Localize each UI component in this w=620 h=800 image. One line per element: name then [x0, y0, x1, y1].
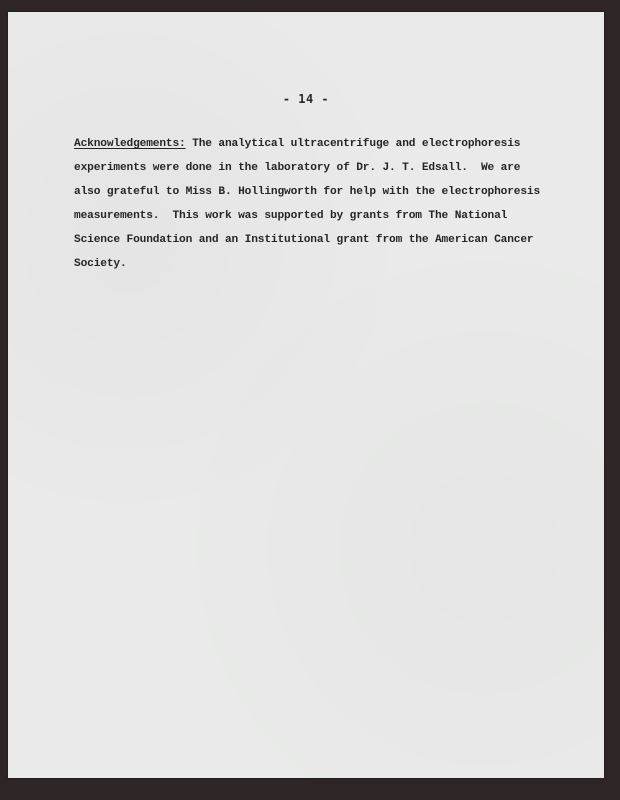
paragraph-line: Society. [74, 258, 127, 270]
document-page [8, 12, 604, 778]
paragraph-line [74, 132, 574, 156]
acknowledgements-paragraph [74, 132, 574, 276]
paragraph-line: also grateful to Miss B. Hollingworth for help with the electrophoresis [74, 186, 541, 198]
paragraph-line: experiments were done in the laboratory of Dr. J. T. Edsall. We are [74, 162, 521, 174]
paragraph-line-text: The analytical ultracentrifuge and electrophoresis [185, 138, 521, 150]
paragraph-line: Science Foundation and an Institutional grant from the American Cancer [74, 234, 534, 246]
paragraph-line: measurements. This work was supported by grants from The National [74, 210, 508, 222]
acknowledgements-heading: Acknowledgements: [74, 138, 186, 150]
page-number: - 14 - [282, 92, 330, 106]
